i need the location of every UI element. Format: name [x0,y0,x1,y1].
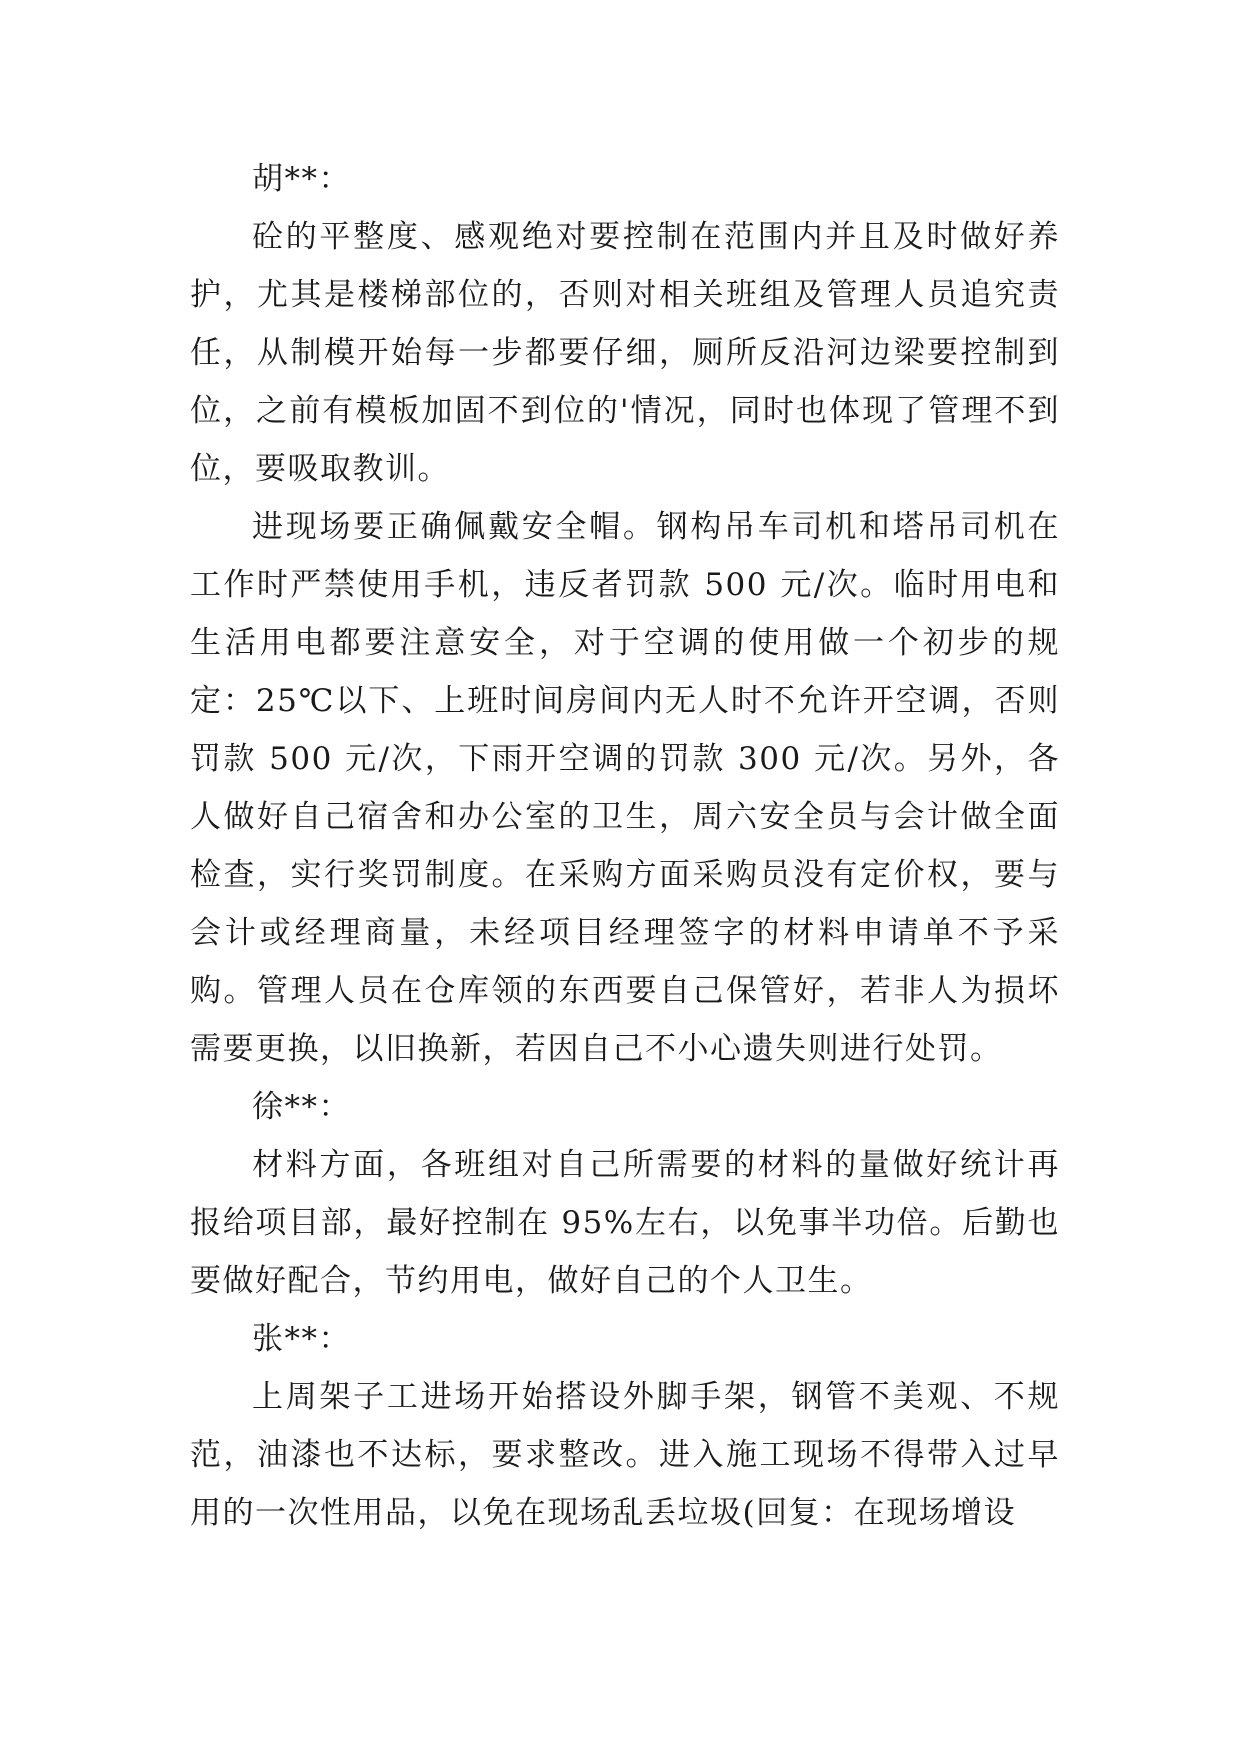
body-paragraph: 进现场要正确佩戴安全帽。钢构吊车司机和塔吊司机在工作时严禁使用手机，违反者罚款 500 元/次。临时用电和生活用电都要注意安全，对于空调的使用做一个初步的规定：25℃以下、上班时间房间内无人时不允许开空调，否则罚款 500 元/次，下雨开空调的罚款 300 元/次。另外，各人做好自己宿舍和办公室的卫生，周六安全员与会计做全面检查，实行奖罚制度。在采购方面采购员没有定价权，要与会计或经理商量，未经项目经理签字的材料申请单不予采购。管理人员在仓库领的东西要自己保管好，若非人为损坏需要更换，以旧换新，若因自己不小心遗失则进行处罚。 [190,509,1060,1067]
speaker-name: 徐**： [252,1089,351,1125]
speaker-name: 张**： [252,1321,351,1357]
body-paragraph: 砼的平整度、感观绝对要控制在范围内并且及时做好养护，尤其是楼梯部位的，否则对相关班组及管理人员追究责任，从制模开始每一步都要仔细，厕所反沿河边梁要控制到位，之前有模板加固不到位的'情况，同时也体现了管理不到位，要吸取教训。 [190,219,1060,487]
document-body [190,150,1060,1542]
body-paragraph: 材料方面，各班组对自己所需要的材料的量做好统计再报给项目部，最好控制在 95%左右，以免事半功倍。后勤也要做好配合，节约用电，做好自己的个人卫生。 [190,1147,1060,1299]
speaker-name: 胡**： [252,161,351,197]
body-paragraph: 上周架子工进场开始搭设外脚手架，钢管不美观、不规范，油漆也不达标，要求整改。进入施工现场不得带入过早用的一次性用品，以免在现场乱丢垃圾(回复：在现场增设 [190,1379,1060,1531]
